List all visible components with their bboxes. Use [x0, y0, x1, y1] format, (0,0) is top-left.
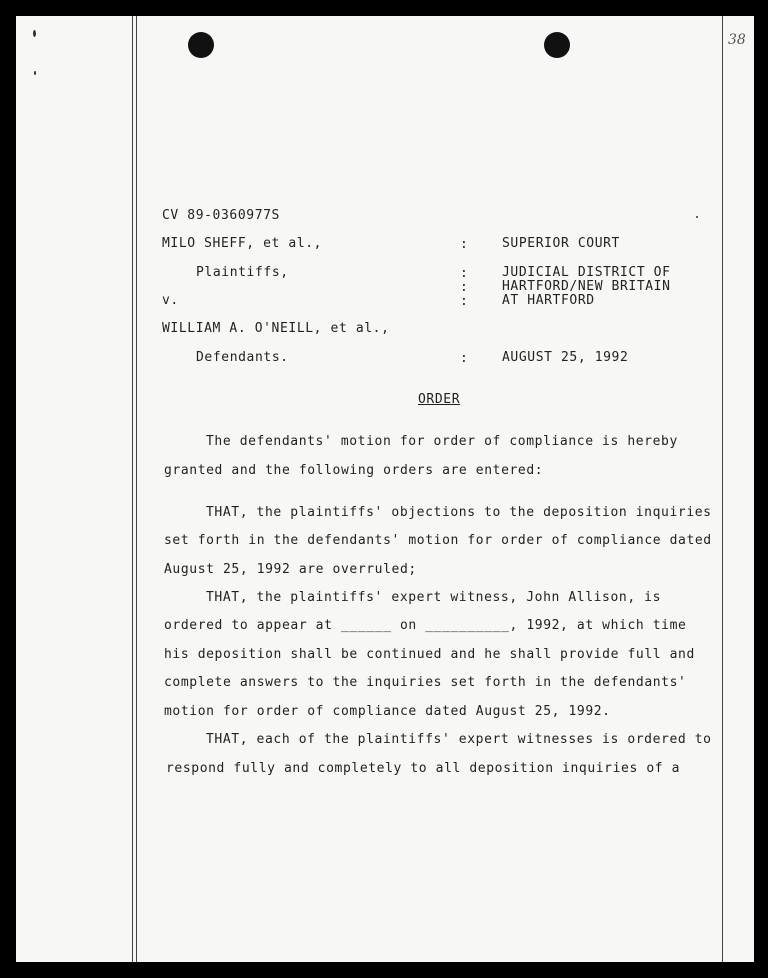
- body-line: The defendants' motion for order of compliance is hereby: [206, 434, 678, 449]
- caption-colon: :: [460, 294, 468, 309]
- margin-line-right: [722, 16, 723, 962]
- body-line: THAT, each of the plaintiffs' expert witnesses is ordered to: [206, 732, 712, 747]
- court-name: SUPERIOR COURT: [502, 236, 620, 251]
- punch-hole-left: [188, 32, 214, 58]
- defendant-role: Defendants.: [196, 350, 289, 365]
- plaintiff-name: MILO SHEFF, et al.,: [162, 236, 323, 251]
- versus: v.: [162, 293, 179, 308]
- defendant-name: WILLIAM A. O'NEILL, et al.,: [162, 321, 390, 336]
- body-line: ordered to appear at ______ on __________, 1992, at which time: [164, 618, 687, 633]
- caption-colon: :: [460, 280, 468, 295]
- body-line: granted and the following orders are entered:: [164, 463, 544, 478]
- district-line-1: JUDICIAL DISTRICT OF: [502, 265, 671, 280]
- page-number-handwritten: 38: [728, 32, 746, 48]
- body-line: respond fully and completely to all deposition inquiries of a: [166, 761, 681, 776]
- caption-colon: :: [460, 351, 468, 366]
- caption-colon: :: [460, 266, 468, 281]
- speck: [696, 216, 698, 218]
- caption-colon: :: [460, 237, 468, 252]
- body-line: THAT, the plaintiffs' expert witness, John Allison, is: [206, 590, 662, 605]
- margin-line-left-1: [132, 16, 133, 962]
- district-line-3: AT HARTFORD: [502, 293, 595, 308]
- body-line: complete answers to the inquiries set forth in the defendants': [164, 675, 687, 690]
- plaintiff-role: Plaintiffs,: [196, 265, 289, 280]
- document-page: [16, 16, 754, 962]
- body-line: set forth in the defendants' motion for order of compliance dated: [164, 533, 712, 548]
- case-number: CV 89-0360977S: [162, 208, 280, 223]
- speck: [34, 71, 36, 75]
- document-date: AUGUST 25, 1992: [502, 350, 629, 365]
- margin-line-left-2: [136, 16, 137, 962]
- punch-hole-right: [544, 32, 570, 58]
- order-title: ORDER: [418, 392, 461, 407]
- body-line: his deposition shall be continued and he shall provide full and: [164, 647, 695, 662]
- body-line: motion for order of compliance dated August 25, 1992.: [164, 704, 611, 719]
- body-line: THAT, the plaintiffs' objections to the deposition inquiries: [206, 505, 712, 520]
- body-line: August 25, 1992 are overruled;: [164, 562, 417, 577]
- speck: [33, 30, 36, 37]
- district-line-2: HARTFORD/NEW BRITAIN: [502, 279, 671, 294]
